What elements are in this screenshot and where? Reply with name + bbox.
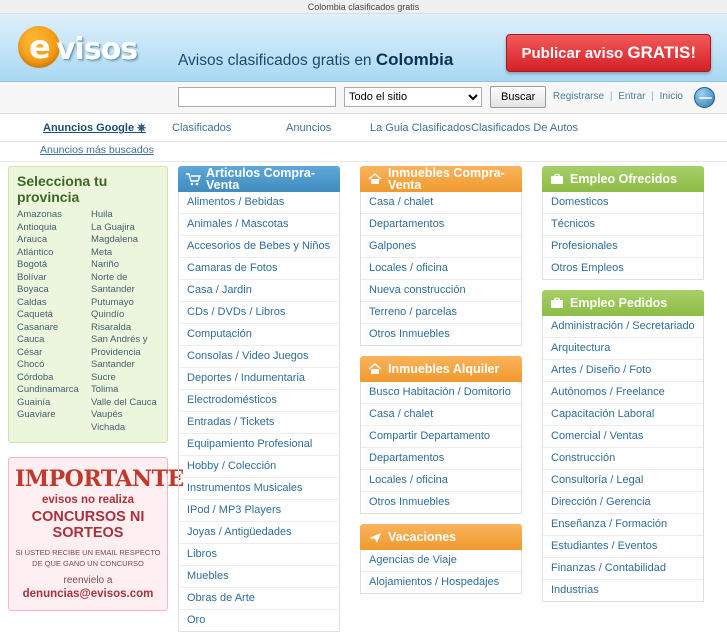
list-item[interactable] (17, 247, 85, 260)
list-item[interactable] (179, 280, 339, 302)
category-items (542, 316, 704, 602)
notice-line-2: evisos no realiza (41, 494, 135, 507)
globe-icon[interactable] (694, 87, 715, 108)
province-link[interactable]: Norte de Santander (91, 271, 135, 296)
province-link[interactable]: Vaupés (91, 409, 123, 421)
province-link[interactable]: Antioquia (17, 221, 57, 233)
province-link[interactable]: Santander (91, 359, 135, 371)
list-item[interactable] (91, 272, 159, 297)
province-link[interactable]: Quindío (91, 309, 125, 321)
category-link[interactable]: Otros Inmuebles (369, 496, 450, 508)
list-item[interactable] (361, 192, 521, 214)
list-item[interactable] (17, 334, 85, 347)
category-link[interactable]: CDs / DVDs / Libros (187, 306, 286, 318)
category-header[interactable] (360, 166, 522, 192)
search-scope-select[interactable] (344, 87, 482, 107)
logo-letter: e (29, 28, 51, 66)
nav-item-clasificados-autos[interactable]: Clasificados De Autos (471, 122, 578, 134)
list-item[interactable] (543, 360, 703, 382)
list-item[interactable] (179, 324, 339, 346)
list-item[interactable] (361, 492, 521, 513)
province-link[interactable]: San Andrés y Providencia (91, 334, 148, 358)
province-link[interactable]: Vichada (91, 421, 126, 433)
list-item[interactable] (361, 258, 521, 280)
category-header[interactable] (178, 166, 340, 192)
category-title: Empleo Ofrecidos (570, 172, 677, 186)
list-item[interactable] (361, 382, 521, 404)
briefcase-icon (550, 172, 564, 186)
list-item[interactable] (543, 382, 703, 404)
category-link[interactable]: Industrias (551, 584, 599, 596)
logo-circle-icon (18, 26, 60, 68)
list-item[interactable] (17, 322, 85, 335)
list-item[interactable] (91, 209, 159, 222)
list-item[interactable] (17, 284, 85, 297)
list-item[interactable] (543, 558, 703, 580)
category-link[interactable]: Entradas / Tickets (187, 416, 275, 428)
category-items (542, 192, 704, 280)
province-link[interactable]: Caquetá (17, 309, 53, 321)
category-link[interactable]: Electrodomésticos (187, 394, 277, 406)
list-item[interactable] (543, 492, 703, 514)
search-input[interactable] (178, 87, 336, 107)
notice-contact-email: denuncias@evisos.com (22, 588, 154, 601)
category-link[interactable]: Computación (187, 328, 252, 340)
category-link[interactable]: Obras de Arte (187, 592, 255, 604)
province-link[interactable]: Magdalena (91, 234, 139, 246)
category-title: Inmuebles Compra-Venta (388, 166, 505, 192)
list-item[interactable] (17, 259, 85, 272)
sidebar (8, 166, 184, 611)
notice-line-4: SI USTED RECIBE UN EMAIL RESPECTO DE QUE GANO UN CONCURSO (15, 548, 161, 569)
notice-line-3: CONCURSOS NI SORTEOS (31, 509, 145, 542)
category-link[interactable]: Domesticos (551, 196, 609, 208)
province-link[interactable]: Bolívar (17, 271, 47, 283)
category-link[interactable]: Busco Habitación / Domitorio (369, 386, 511, 398)
list-item[interactable] (361, 280, 521, 302)
category-link[interactable]: Nueva construcción (369, 284, 466, 296)
list-item[interactable] (361, 324, 521, 345)
category-articulos-compra-venta (178, 166, 340, 632)
notice-line-5: reenvielo a (63, 575, 113, 587)
list-item[interactable] (361, 470, 521, 492)
province-link[interactable]: Boyaca (17, 284, 49, 296)
category-link[interactable]: Oro (187, 614, 206, 626)
list-item[interactable] (179, 434, 339, 456)
list-item[interactable] (179, 500, 339, 522)
top-nav (0, 114, 727, 142)
category-link[interactable]: Alimentos / Bebidas (187, 196, 285, 208)
list-item[interactable] (543, 580, 703, 601)
briefcase-icon (550, 296, 564, 310)
list-item[interactable] (361, 426, 521, 448)
category-link[interactable]: Equipamiento Profesional (187, 438, 313, 450)
category-header[interactable] (542, 166, 704, 192)
category-link[interactable]: Finanzas / Contabilidad (551, 562, 666, 574)
list-item[interactable] (543, 404, 703, 426)
home-link[interactable]: Inicio (659, 91, 683, 102)
category-link[interactable]: Joyas / Antigüedades (187, 526, 292, 538)
nav-google-ads[interactable]: Anuncios Google ⎈ (43, 122, 146, 134)
province-link[interactable]: Valle del Cauca (91, 396, 157, 408)
list-item[interactable] (91, 322, 159, 335)
list-item[interactable] (543, 536, 703, 558)
category-link[interactable]: Compartir Departamento (369, 430, 491, 442)
list-item[interactable] (361, 214, 521, 236)
category-link[interactable]: Comercial / Ventas (551, 430, 644, 442)
province-link[interactable]: Cauca (17, 334, 45, 346)
province-link[interactable]: Cundinamarca (17, 384, 79, 396)
list-item[interactable] (543, 514, 703, 536)
category-link[interactable]: Otros Inmuebles (369, 328, 450, 340)
list-item[interactable] (17, 234, 85, 247)
list-item[interactable] (17, 297, 85, 310)
account-separator-1: | (609, 91, 613, 102)
category-items (360, 382, 522, 514)
category-link[interactable]: Profesionales (551, 240, 618, 252)
category-link[interactable]: Deportes / Indumentaria (187, 372, 306, 384)
list-item[interactable] (543, 214, 703, 236)
list-item[interactable] (91, 247, 159, 260)
list-item[interactable] (179, 258, 339, 280)
category-column-3 (542, 166, 704, 612)
province-link[interactable]: Córdoba (17, 371, 54, 383)
list-item[interactable] (361, 236, 521, 258)
site-header (0, 14, 727, 82)
province-link[interactable]: Meta (91, 246, 113, 258)
province-link[interactable]: Sucre (91, 371, 116, 383)
category-link[interactable]: Construcción (551, 452, 616, 464)
category-link[interactable]: Casa / Jardin (187, 284, 252, 296)
list-item[interactable] (179, 522, 339, 544)
province-link[interactable]: Guaviare (17, 409, 56, 421)
list-item[interactable] (17, 384, 85, 397)
list-item[interactable] (91, 409, 159, 422)
category-title: Vacaciones (388, 530, 457, 544)
category-link[interactable]: Instrumentos Musicales (187, 482, 303, 494)
category-link[interactable]: Terreno / parcelas (369, 306, 458, 318)
nav-item-guia-clasificados[interactable]: La Guia Clasificados (370, 122, 471, 134)
category-items (360, 550, 522, 594)
shopping-cart-icon (186, 172, 200, 186)
list-item[interactable] (361, 404, 521, 426)
site-slogan (178, 50, 453, 70)
category-header[interactable] (360, 356, 522, 382)
register-link[interactable]: Registrarse (552, 91, 605, 102)
province-link[interactable]: La Guajira (91, 221, 135, 233)
list-item[interactable] (17, 209, 85, 222)
nav-item-anuncios[interactable]: Anuncios (286, 122, 332, 134)
house-icon (368, 172, 382, 186)
category-header[interactable] (542, 290, 704, 316)
category-link[interactable]: Galpones (369, 240, 417, 252)
province-link[interactable]: Atlántico (17, 246, 54, 258)
category-link[interactable]: Dirección / Gerencia (551, 496, 651, 508)
list-item[interactable] (179, 544, 339, 566)
category-link[interactable]: Arquitectura (551, 342, 611, 354)
category-items (178, 192, 340, 632)
province-link[interactable]: Huila (91, 209, 113, 221)
list-item[interactable] (179, 368, 339, 390)
category-link[interactable]: Casa / chalet (369, 196, 434, 208)
list-item[interactable] (91, 234, 159, 247)
list-item[interactable] (361, 550, 521, 572)
list-item[interactable] (91, 372, 159, 385)
list-item[interactable] (91, 222, 159, 235)
category-header[interactable] (360, 524, 522, 550)
publish-ad-button[interactable] (506, 34, 711, 72)
province-link[interactable]: Guainía (17, 396, 51, 408)
search-button[interactable]: Buscar (490, 86, 546, 108)
province-link[interactable]: Putumayo (91, 296, 134, 308)
category-link[interactable]: Animales / Mascotas (187, 218, 289, 230)
warning-notice (8, 457, 184, 611)
list-item[interactable] (361, 302, 521, 324)
category-link[interactable]: Locales / oficina (369, 262, 448, 274)
site-logo[interactable] (18, 24, 168, 72)
category-column-1 (178, 166, 340, 642)
category-empleo-ofrecidos (542, 166, 704, 280)
category-title: Inmuebles Alquiler (388, 362, 500, 376)
category-link[interactable]: Consultoría / Legal (551, 474, 644, 486)
list-item[interactable] (543, 236, 703, 258)
province-link[interactable]: Chocó (17, 359, 45, 371)
list-item[interactable] (361, 572, 521, 593)
category-link[interactable]: Departamentos (369, 218, 445, 230)
notice-heading: IMPORTANTE (15, 466, 184, 493)
category-link[interactable]: Accesorios de Bebes y Niños (187, 240, 331, 252)
category-link[interactable]: Casa / chalet (369, 408, 434, 420)
category-link[interactable]: Consolas / Video Juegos (187, 350, 309, 362)
list-item[interactable] (179, 192, 339, 214)
list-item[interactable] (179, 412, 339, 434)
list-item[interactable] (91, 259, 159, 272)
category-items (360, 192, 522, 346)
house-icon (368, 362, 382, 376)
category-link[interactable]: Enseñanza / Formación (551, 518, 668, 530)
publish-ad-label: Publicar aviso (521, 45, 624, 62)
list-item[interactable] (179, 456, 339, 478)
category-link[interactable]: IPod / MP3 Players (187, 504, 282, 516)
page-body (0, 162, 727, 626)
account-separator-2: | (651, 91, 654, 102)
airplane-icon (368, 530, 382, 544)
list-item[interactable] (91, 384, 159, 397)
list-item[interactable] (543, 426, 703, 448)
category-link[interactable]: Hobby / Colección (187, 460, 277, 472)
category-link[interactable]: Agencias de Viaje (369, 554, 457, 566)
list-item[interactable] (179, 610, 339, 631)
list-item[interactable] (17, 372, 85, 385)
list-item[interactable] (543, 316, 703, 338)
list-item[interactable] (543, 448, 703, 470)
list-item[interactable] (179, 346, 339, 368)
list-item[interactable] (179, 214, 339, 236)
category-link[interactable]: Otros Empleos (551, 262, 624, 274)
list-item[interactable] (91, 397, 159, 410)
province-link[interactable]: Amazonas (17, 209, 62, 221)
category-inmuebles-compra-venta (360, 166, 522, 346)
province-link[interactable]: Tolima (91, 384, 119, 396)
province-title: Selecciona tu provincia (17, 173, 108, 206)
list-item[interactable] (91, 297, 159, 310)
category-link[interactable]: Artes / Diseño / Foto (551, 364, 652, 376)
account-links (553, 91, 683, 102)
list-item[interactable] (179, 566, 339, 588)
list-item[interactable] (543, 338, 703, 360)
list-item[interactable] (17, 409, 85, 422)
slogan-country: Colombia (375, 50, 454, 69)
category-link[interactable]: Libros (187, 548, 217, 560)
list-item[interactable] (179, 236, 339, 258)
list-item[interactable] (179, 588, 339, 610)
province-link[interactable]: Nariño (91, 259, 119, 271)
category-link[interactable]: Autónomos / Freelance (551, 386, 665, 398)
list-item[interactable] (543, 192, 703, 214)
province-link[interactable]: Risaralda (91, 321, 132, 333)
province-list-right (91, 209, 159, 434)
list-item[interactable] (17, 222, 85, 235)
category-column-2 (360, 166, 522, 604)
list-item[interactable] (17, 347, 85, 360)
province-link[interactable]: Arauca (17, 234, 48, 246)
province-link[interactable]: Bogotá (17, 259, 48, 271)
category-title: Empleo Pedidos (570, 296, 668, 310)
category-link[interactable]: Administración / Secretariado (551, 320, 695, 332)
category-inmuebles-alquiler (360, 356, 522, 514)
province-link[interactable]: Caldas (17, 296, 47, 308)
list-item[interactable] (17, 272, 85, 285)
list-item[interactable] (179, 302, 339, 324)
category-link[interactable]: Locales / oficina (369, 474, 448, 486)
category-vacaciones (360, 524, 522, 594)
publish-ad-free-label: GRATIS! (627, 43, 696, 62)
province-list-left (17, 209, 85, 434)
logo-word: visos (56, 32, 138, 67)
search-bar (0, 82, 727, 114)
list-item[interactable] (17, 309, 85, 322)
category-link[interactable]: Departamentos (369, 452, 445, 464)
list-item[interactable] (91, 422, 159, 435)
category-link[interactable]: Capacitación Laboral (551, 408, 655, 420)
province-link[interactable]: Casanare (17, 321, 59, 333)
category-link[interactable]: Camaras de Fotos (187, 262, 278, 274)
list-item[interactable] (91, 359, 159, 372)
list-item[interactable] (543, 470, 703, 492)
list-item[interactable] (91, 309, 159, 322)
list-item[interactable] (179, 478, 339, 500)
category-title: Articulos Compra-Venta (206, 166, 316, 192)
list-item[interactable] (543, 258, 703, 279)
province-columns (17, 209, 159, 434)
list-item[interactable] (17, 397, 85, 410)
category-link[interactable]: Técnicos (551, 218, 596, 230)
province-selector (8, 166, 168, 443)
list-item[interactable] (91, 334, 159, 359)
slogan-prefix: Avisos clasificados gratis en (178, 52, 372, 69)
category-link[interactable]: Alojamientos / Hospedajes (369, 576, 500, 588)
list-item[interactable] (361, 448, 521, 470)
login-link[interactable]: Entrar (618, 91, 646, 102)
nav-item-clasificados[interactable]: Clasificados (172, 122, 232, 134)
list-item[interactable] (17, 359, 85, 372)
category-link[interactable]: Estudiantes / Eventos (551, 540, 658, 552)
category-empleo-pedidos (542, 290, 704, 602)
list-item[interactable] (179, 390, 339, 412)
category-link[interactable]: Muebles (187, 570, 229, 582)
province-link[interactable]: César (17, 346, 43, 358)
nav-most-searched[interactable]: Anuncios más buscados (40, 144, 154, 156)
sub-nav (0, 142, 727, 162)
window-title: Colombia clasificados gratis (0, 0, 727, 14)
